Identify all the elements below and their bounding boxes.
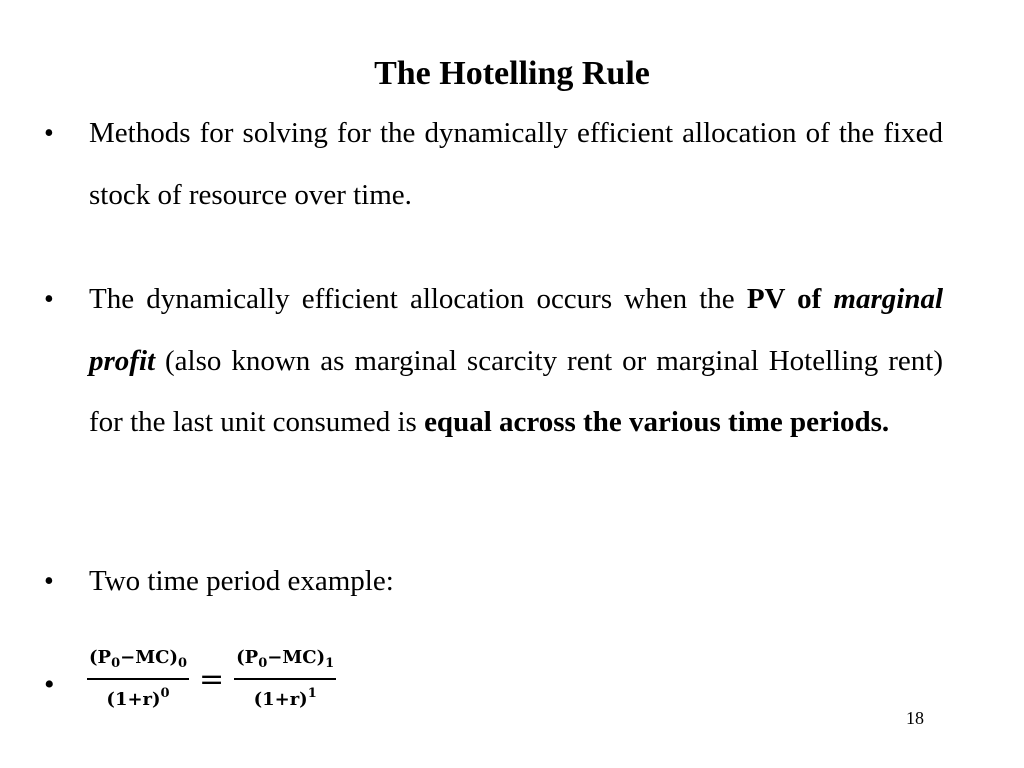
lhs-fraction — [87, 646, 189, 712]
lhs-denominator: $(1+r)^0$ — [106, 686, 170, 710]
page-number: 18 — [906, 708, 924, 728]
definition-space — [821, 283, 833, 315]
slide-title: The Hotelling Rule — [374, 55, 650, 92]
bullet-marker: • — [44, 118, 54, 149]
rhs-numerator: $(P_0-MC)_1$ — [234, 646, 336, 680]
equals-sign: = — [199, 661, 225, 697]
bullet-hotelling-definition — [89, 269, 943, 454]
bullet-marker-large: • — [44, 668, 55, 701]
bullet-marker: • — [44, 566, 54, 597]
definition-pv-of: PV of — [746, 283, 822, 315]
bullet-marker: • — [44, 284, 54, 315]
definition-text-2: (also known as marginal scarcity rent or marginal Hotelling rent) for the last unit consumed is — [89, 344, 943, 438]
rhs-fraction — [234, 646, 336, 712]
definition-text-1: The dynamically efficient allocation occurs when the — [89, 283, 747, 315]
lhs-numerator: $(P_0-MC)_0$ — [87, 646, 189, 680]
bullet-two-period-example: Two time period example: — [89, 565, 394, 597]
rhs-denominator: $(1+r)^1$ — [253, 686, 317, 710]
bullet-methods-text: Methods for solving for the dynamically efficient allocation of the fixed stock of resource over time. — [89, 117, 943, 211]
definition-equal-across: equal across the various time periods. — [424, 406, 890, 438]
definition-marginal-profit: marginal profit — [89, 283, 944, 377]
hotelling-equation — [87, 646, 336, 712]
